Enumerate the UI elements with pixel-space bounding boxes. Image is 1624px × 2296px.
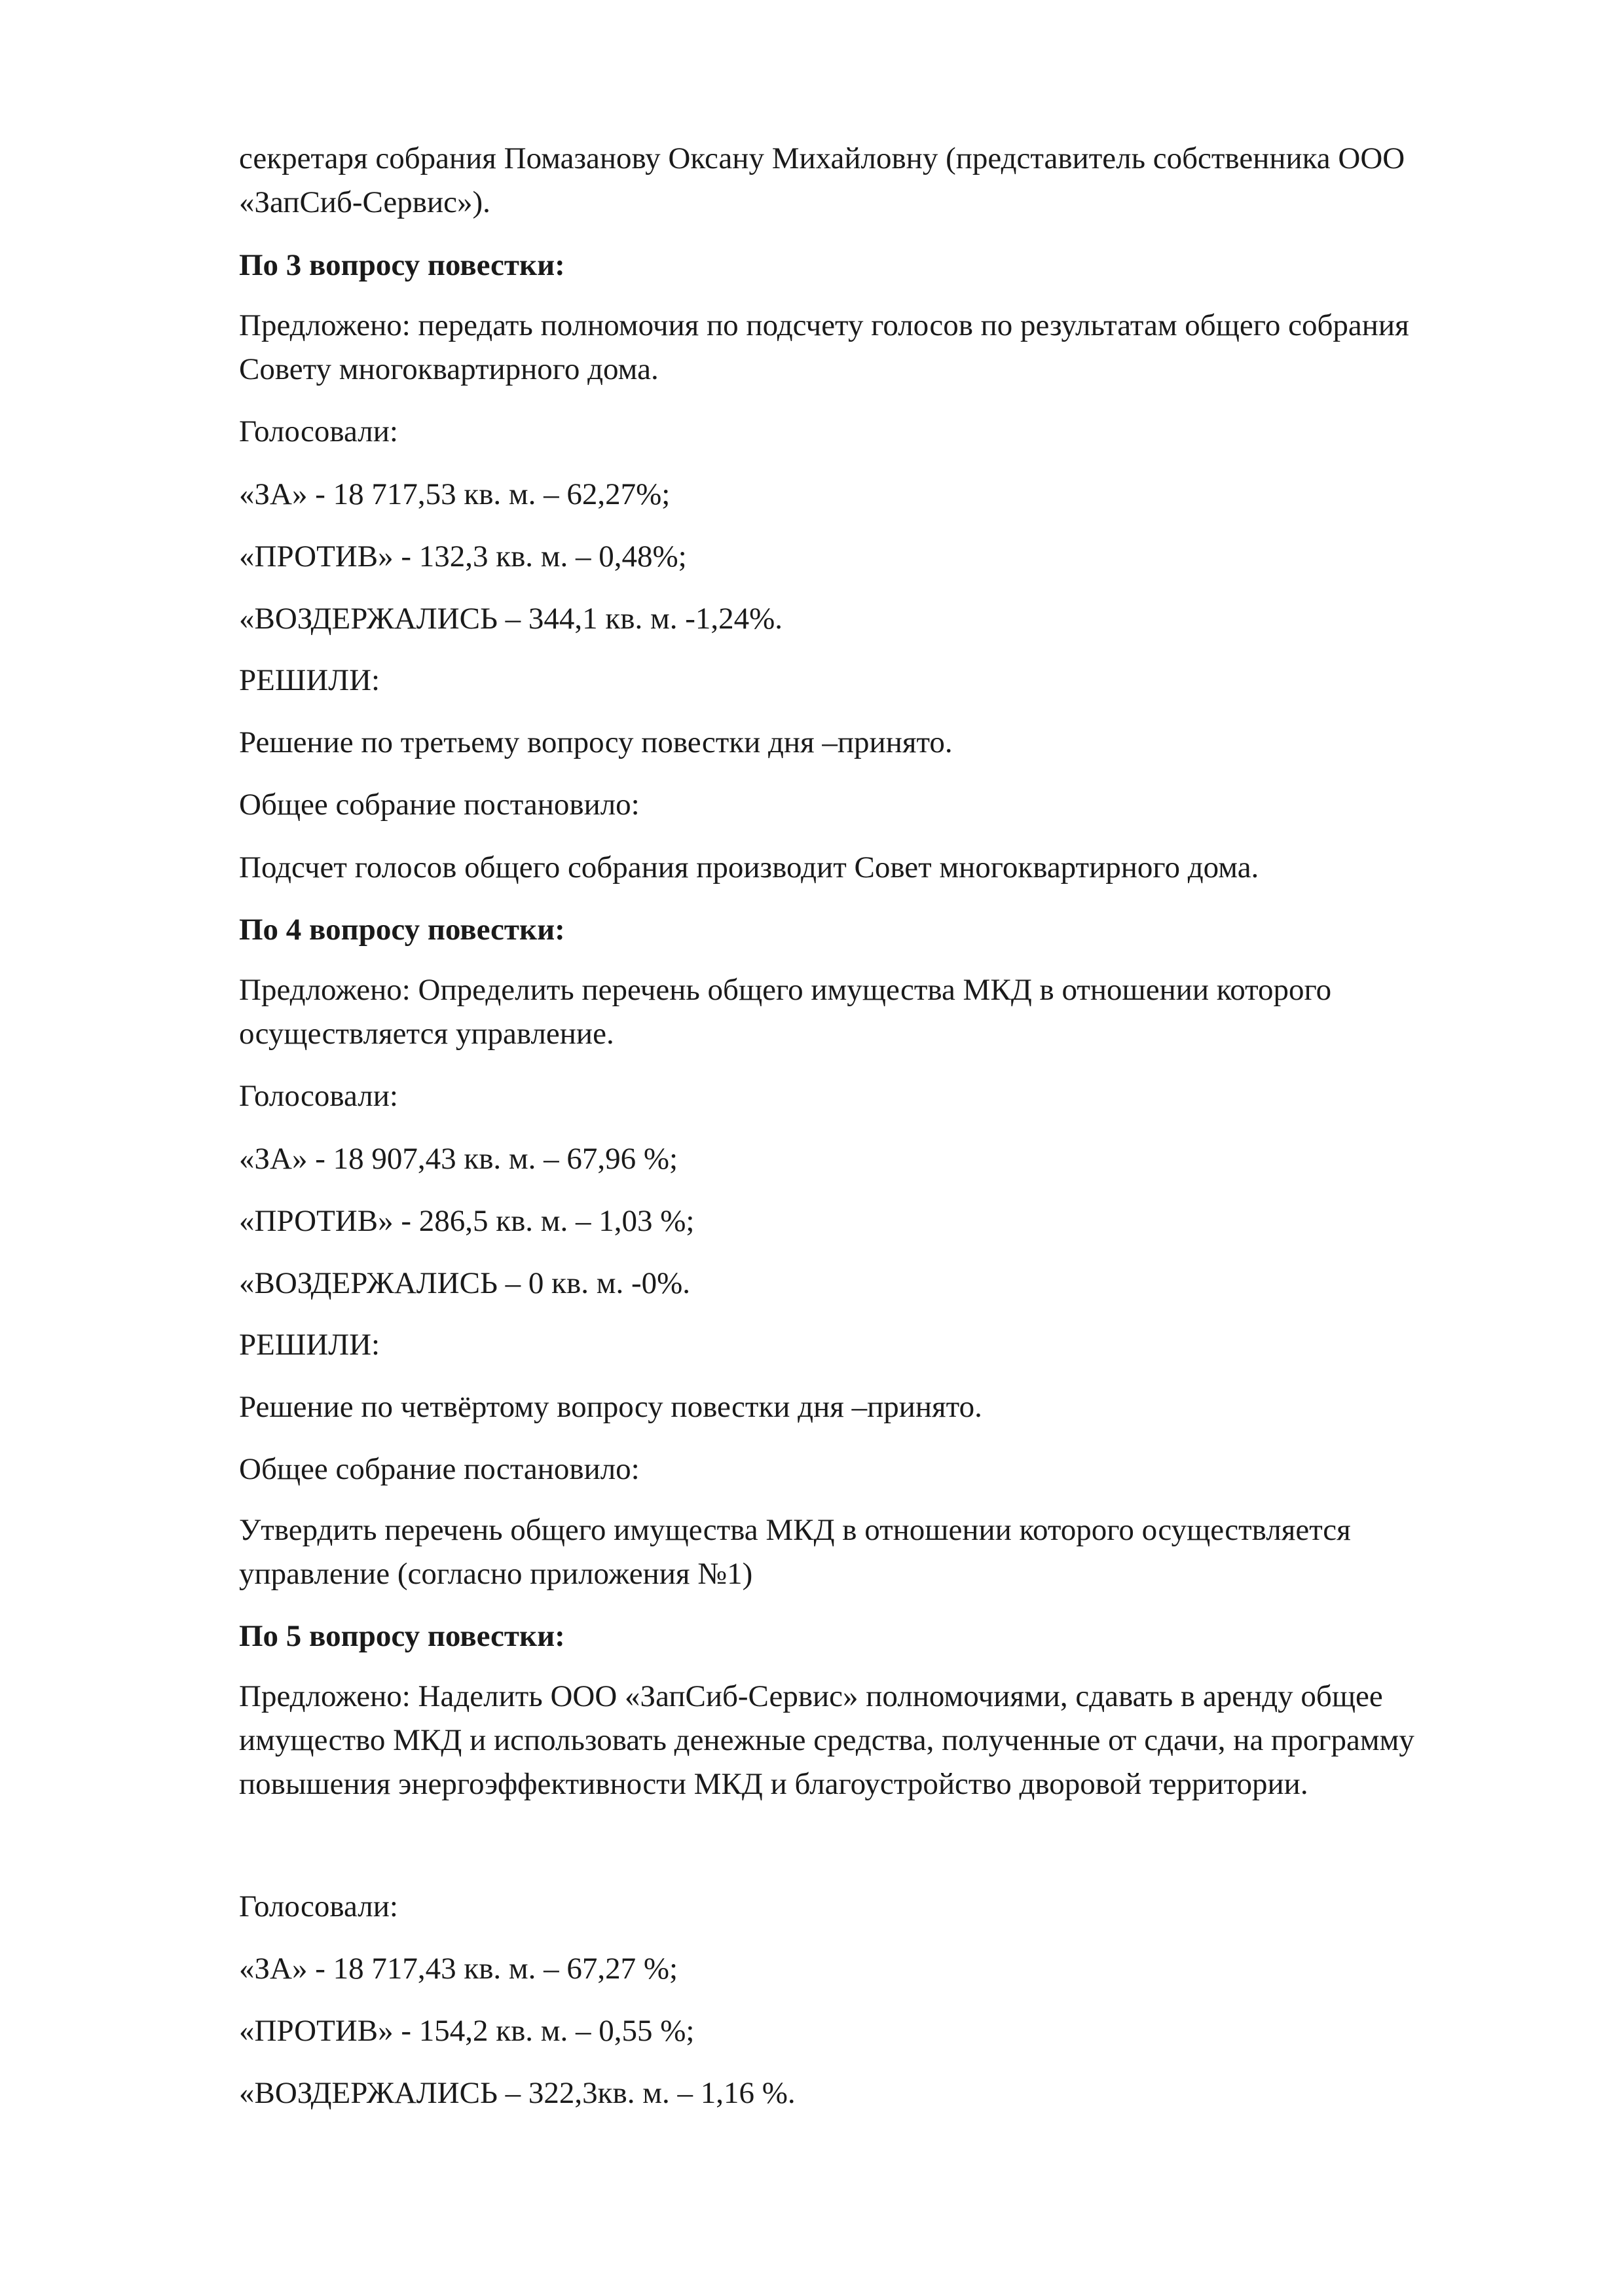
intro-line-1: секретаря собрания Помазанову Оксану Михайловну (представитель собственника ООО (239, 141, 1405, 175)
q5-vote-for: «ЗА» - 18 717,43 кв. м. – 67,27 %; (239, 1952, 678, 1986)
q4-decided-label: РЕШИЛИ: (239, 1328, 380, 1362)
q3-vote-abstained: «ВОЗДЕРЖАЛИСЬ – 344,1 кв. м. -1,24%. (239, 602, 783, 636)
q3-resolved-label: Общее собрание постановило: (239, 788, 640, 822)
q5-vote-abstained: «ВОЗДЕРЖАЛИСЬ – 322,3кв. м. – 1,16 %. (239, 2076, 796, 2110)
q3-resolution: Подсчет голосов общего собрания производит Совет многоквартирного дома. (239, 850, 1259, 884)
q4-decision: Решение по четвёртому вопросу повестки дня –принято. (239, 1390, 982, 1424)
q4-voted-label: Голосовали: (239, 1079, 398, 1113)
q4-resolved-label: Общее собрание постановило: (239, 1452, 640, 1486)
q4-resolution-line-1: Утвердить перечень общего имущества МКД в отношении которого осуществляется (239, 1513, 1351, 1547)
q4-proposal-line-1: Предложено: Определить перечень общего имущества МКД в отношении которого (239, 973, 1332, 1007)
q3-proposal-line-2: Совету многоквартирного дома. (239, 352, 659, 386)
q5-vote-against: «ПРОТИВ» - 154,2 кв. м. – 0,55 %; (239, 2014, 695, 2048)
q5-proposal-line-1: Предложено: Наделить ООО «ЗапСиб-Сервис» полномочиями, сдавать в аренду общее (239, 1679, 1383, 1713)
q4-resolution-line-2: управление (согласно приложения №1) (239, 1557, 753, 1591)
q3-decided-label: РЕШИЛИ: (239, 663, 380, 697)
q5-voted-label: Голосовали: (239, 1889, 398, 1923)
q5-heading: По 5 вопросу повестки: (239, 1619, 565, 1653)
q4-vote-for: «ЗА» - 18 907,43 кв. м. – 67,96 %; (239, 1142, 678, 1176)
q4-vote-against: «ПРОТИВ» - 286,5 кв. м. – 1,03 %; (239, 1204, 695, 1238)
q3-vote-against: «ПРОТИВ» - 132,3 кв. м. – 0,48%; (239, 539, 687, 574)
q5-proposal-line-3: повышения энергоэффективности МКД и благоустройство дворовой территории. (239, 1767, 1308, 1801)
intro-line-2: «ЗапСиб-Сервис»). (239, 185, 490, 219)
q3-voted-label: Голосовали: (239, 414, 398, 448)
q5-proposal-line-2: имущество МКД и использовать денежные средства, полученные от сдачи, на программу (239, 1723, 1414, 1757)
q4-heading: По 4 вопросу повестки: (239, 913, 565, 947)
q3-proposal-line-1: Предложено: передать полномочия по подсчету голосов по результатам общего собрания (239, 308, 1409, 342)
q3-decision: Решение по третьему вопросу повестки дня –принято. (239, 725, 953, 759)
q3-heading: По 3 вопросу повестки: (239, 248, 565, 282)
q3-vote-for: «ЗА» - 18 717,53 кв. м. – 62,27%; (239, 477, 671, 511)
q4-vote-abstained: «ВОЗДЕРЖАЛИСЬ – 0 кв. м. -0%. (239, 1266, 691, 1300)
q4-proposal-line-2: осуществляется управление. (239, 1017, 614, 1051)
